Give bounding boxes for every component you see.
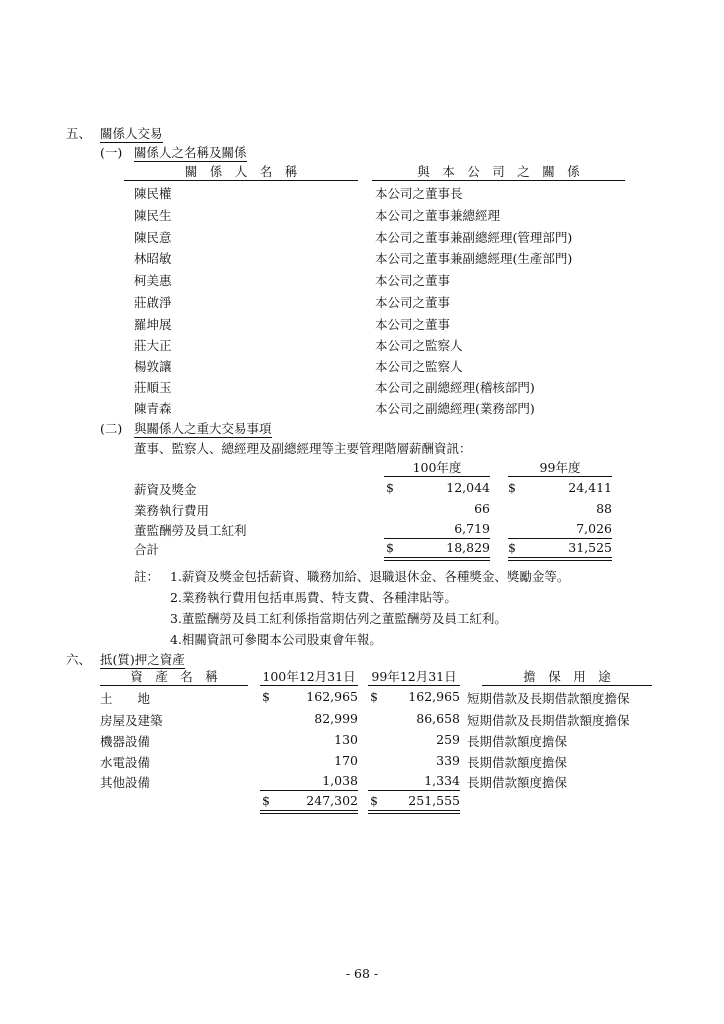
party-relation: 本公司之董事: [375, 317, 451, 332]
party-relation: 本公司之監察人: [375, 359, 463, 374]
party-name: 莊大正: [134, 338, 172, 353]
comp-value-99: 24,411: [568, 480, 612, 495]
asset-currency: $: [262, 689, 270, 704]
section6-title: 抵(質)押之資產: [100, 652, 185, 667]
comp-currency: $: [508, 540, 516, 555]
asset-value-2010: 259: [436, 732, 460, 747]
party-relation: 本公司之董事: [375, 273, 451, 288]
party-relation: 本公司之副總經理(業務部門): [375, 401, 535, 416]
comp-currency: $: [386, 540, 394, 555]
subtotal-rule: [384, 538, 490, 539]
party-name: 陳民權: [134, 186, 172, 201]
comp-value-100: 12,044: [446, 480, 490, 495]
total-double-rule: [508, 557, 612, 561]
asset-value-2010: 1,334: [424, 773, 460, 788]
col-header-2011: 100年12月31日: [260, 667, 358, 686]
compensation-intro: 董事、監察人、總經理及副總經理等主要管理階層薪酬資訊：: [134, 441, 472, 456]
section6-number: 六、: [66, 652, 92, 667]
sub2-label: (二): [100, 421, 123, 436]
party-name: 陳青森: [134, 401, 172, 416]
asset-currency: $: [370, 793, 378, 808]
party-relation: 本公司之董事長: [375, 186, 463, 201]
asset-value-2011: 170: [334, 753, 358, 768]
asset-currency: $: [262, 793, 270, 808]
comp-total-label: 合計: [134, 542, 160, 557]
asset-name: 機器設備: [100, 734, 151, 749]
party-relation: 本公司之副總經理(稽核部門): [375, 380, 535, 395]
asset-total-2011: 247,302: [306, 793, 358, 808]
comp-row-label: 薪資及獎金: [134, 482, 197, 497]
page-number: - 68 -: [345, 966, 379, 981]
asset-value-2010: 339: [436, 753, 460, 768]
note-item: 1.薪資及獎金包括薪資、職務加給、退職退休金、各種獎金、獎勵金等。: [170, 569, 570, 584]
comp-value-100: 6,719: [454, 521, 490, 536]
total-double-rule: [384, 557, 490, 561]
asset-currency: $: [370, 689, 378, 704]
asset-purpose: 短期借款及長期借款額度擔保: [467, 691, 630, 706]
note-item: 4.相關資訊可參閱本公司股東會年報。: [170, 632, 382, 647]
col-header-purpose: 擔 保 用 途: [482, 667, 652, 686]
col-header-name: 關 係 人 名 稱: [124, 162, 358, 181]
col-header-100: 100年度: [384, 458, 490, 477]
asset-value-2011: 162,965: [306, 689, 358, 704]
party-name: 林昭敏: [134, 251, 172, 266]
party-name: 楊敦讓: [134, 359, 172, 374]
total-double-rule: [368, 810, 460, 814]
comp-total-100: 18,829: [446, 540, 490, 555]
party-name: 陳民意: [134, 230, 172, 245]
asset-value-2011: 1,038: [322, 773, 358, 788]
party-relation: 本公司之董事兼副總經理(生產部門): [375, 251, 573, 266]
asset-name: 房屋及建築: [100, 713, 163, 728]
asset-value-2010: 86,658: [416, 711, 460, 726]
section5-title: 關係人交易: [100, 126, 163, 141]
party-relation: 本公司之董事: [375, 295, 451, 310]
asset-value-2011: 130: [334, 732, 358, 747]
asset-purpose: 長期借款額度擔保: [467, 775, 568, 790]
sub1-label: (一): [100, 145, 123, 160]
asset-purpose: 短期借款及長期借款額度擔保: [467, 713, 630, 728]
comp-total-99: 31,525: [568, 540, 612, 555]
subtotal-rule: [508, 538, 612, 539]
subtotal-rule: [368, 790, 460, 791]
asset-name: 水電設備: [100, 755, 151, 770]
sub2-title: 與關係人之重大交易事項: [134, 421, 272, 436]
party-name: 陳民生: [134, 208, 172, 223]
comp-value-100: 66: [474, 501, 490, 516]
comp-row-label: 董監酬勞及員工紅利: [134, 523, 247, 538]
total-double-rule: [260, 810, 358, 814]
asset-total-2010: 251,555: [408, 793, 460, 808]
col-header-2010: 99年12月31日: [368, 667, 460, 686]
col-header-99: 99年度: [508, 458, 612, 477]
asset-value-2010: 162,965: [408, 689, 460, 704]
comp-currency: $: [386, 480, 394, 495]
subtotal-rule: [260, 790, 358, 791]
party-relation: 本公司之董事兼總經理: [375, 208, 501, 223]
party-relation: 本公司之監察人: [375, 338, 463, 353]
party-name: 莊啟淨: [134, 295, 172, 310]
party-name: 莊順玉: [134, 380, 172, 395]
note-item: 2.業務執行費用包括車馬費、特支費、各種津貼等。: [170, 590, 457, 605]
col-header-relation: 與 本 公 司 之 關 係: [372, 162, 625, 181]
asset-value-2011: 82,999: [314, 711, 358, 726]
asset-purpose: 長期借款額度擔保: [467, 755, 568, 770]
party-relation: 本公司之董事兼副總經理(管理部門): [375, 230, 573, 245]
comp-value-99: 7,026: [576, 521, 612, 536]
asset-purpose: 長期借款額度擔保: [467, 734, 568, 749]
party-name: 羅坤展: [134, 317, 172, 332]
note-label: 註：: [134, 569, 160, 584]
comp-value-99: 88: [596, 501, 612, 516]
party-name: 柯美惠: [134, 273, 172, 288]
asset-name: 土 地: [100, 691, 151, 706]
col-header-asset: 資 產 名 稱: [100, 667, 248, 686]
sub1-title: 關係人之名稱及關係: [134, 145, 247, 160]
comp-currency: $: [508, 480, 516, 495]
note-item: 3.董監酬勞及員工紅利係指當期估列之董監酬勞及員工紅利。: [170, 611, 507, 626]
comp-row-label: 業務執行費用: [134, 503, 210, 518]
asset-name: 其他設備: [100, 775, 151, 790]
section5-number: 五、: [66, 126, 92, 141]
